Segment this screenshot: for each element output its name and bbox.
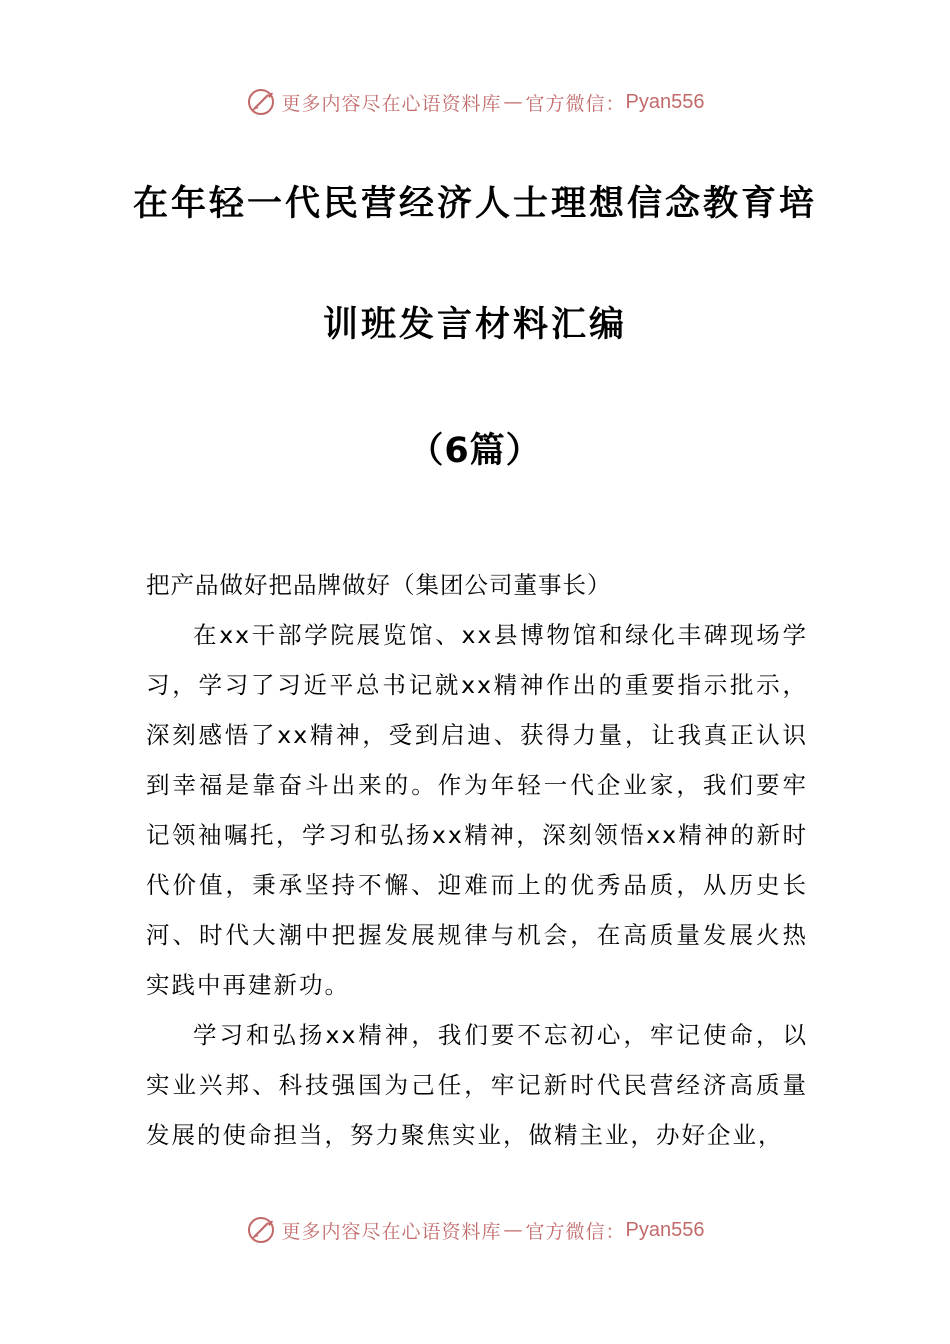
watermark-text: 更多内容尽在心语资料库: [281, 1220, 502, 1243]
watermark-footer: [0, 1210, 950, 1250]
quill-pen-icon: [246, 1215, 276, 1245]
quill-pen-icon: [246, 87, 276, 117]
watermark-contact: 官方微信：: [525, 92, 626, 115]
watermark-id: Pyan556: [625, 1218, 705, 1241]
document-body: [146, 560, 808, 1160]
document-title-count: （6篇）: [408, 431, 542, 471]
section-heading: 把产品做好把品牌做好（集团公司董事长）: [146, 571, 612, 599]
watermark-separator: —: [503, 91, 524, 113]
watermark-id: Pyan556: [625, 90, 705, 113]
watermark-contact: 官方微信：: [525, 1220, 626, 1243]
watermark-separator: —: [503, 1219, 524, 1241]
watermark-header: [0, 82, 950, 122]
body-paragraph-1: 在xx干部学院展览馆、xx县博物馆和绿化丰碑现场学习，学习了习近平总书记就xx精神作出的重要指示批示，深刻感悟了xx精神，受到启迪、获得力量，让我真正认识到幸福是靠奋斗出来的。作为年轻一代企业家，我们要牢记领袖嘱托，学习和弘扬xx精神，深刻领悟xx精神的新时代价值，秉承坚持不懈、迎难而上的优秀品质，从历史长河、时代大潮中把握发展规律与机会，在高质量发展火热实践中再建新功。: [146, 621, 808, 999]
watermark-text: 更多内容尽在心语资料库: [281, 92, 502, 115]
document-title-line1: 在年轻一代民营经济人士理想信念教育培: [132, 184, 817, 224]
document-title-line2: 训班发言材料汇编: [322, 305, 627, 345]
body-paragraph-2: 学习和弘扬xx精神，我们要不忘初心，牢记使命，以实业兴邦、科技强国为己任，牢记新时代民营经济高质量发展的使命担当，努力聚焦实业，做精主业，办好企业，: [146, 1021, 808, 1149]
